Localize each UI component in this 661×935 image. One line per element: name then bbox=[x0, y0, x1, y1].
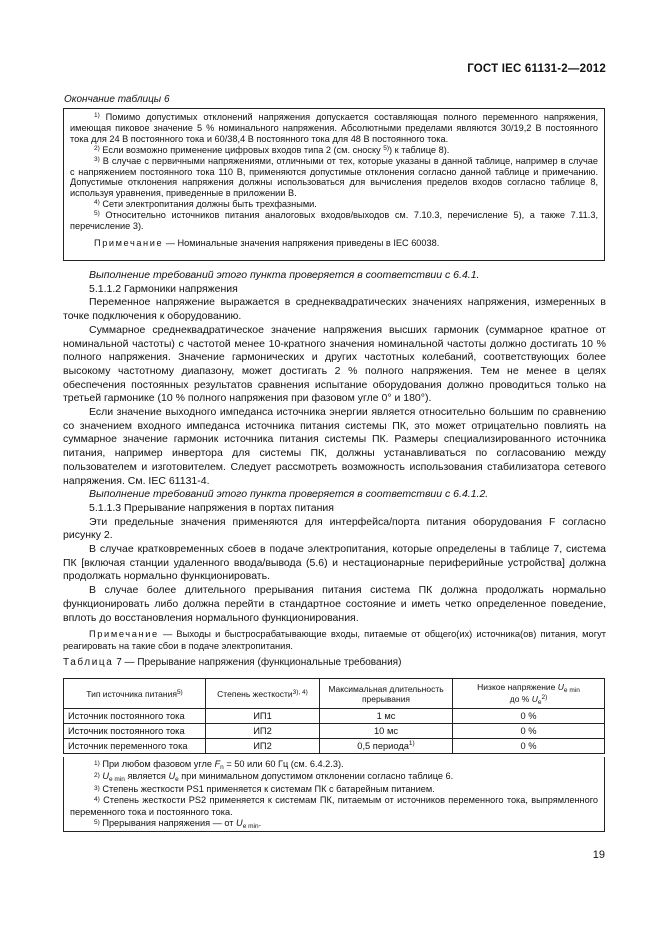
paragraph: В случае кратковременных сбоев в подаче электропитания, которые определены в таблице 7, система ПК [включая станции удаленного ввода/вывода (5.6) и нестационарные периферийные устройства] должна продолжать нормально функционировать. bbox=[63, 543, 606, 583]
table-row: Источник переменного тока ИП2 0,5 периода$^{1)}$ 0 % bbox=[64, 739, 605, 754]
footnote-1: $^{1)}$ Помимо допустимых отклонений напряжения допускается составляющая полного переменного напряжения, имеющая пиковое значение 5 % номинального напряжения. Абсолютными пределами являются 30/19,2 В постоянного тока для 24 В постоянного тока и 60/38,4 В постоянного тока для 48 В постоянного тока. bbox=[70, 112, 598, 144]
footnote-3: $^{3)}$ Степень жесткости PS1 применяется к системам ПК с батарейным питанием. bbox=[94, 783, 435, 794]
table7-footnotes bbox=[63, 757, 605, 832]
table6-note: Примечание — Номинальные значения напряжения приведены в IEC 60038. bbox=[94, 237, 440, 248]
footnote-3: $^{3)}$ В случае с первичными напряжениями, отличными от тех, которые указаны в данной таблице, например в случае с напряжением постоянного тока 110 В, применяются допустимые отклонения согласно данной таблице и примечанию. Допустимые отклонения напряжения должны использоваться для вычисления пределов входов согласно таблице 8, используя уравнения, приведенные в приложении В. bbox=[70, 155, 599, 199]
footnote-2: $^{2)}$ Если возможно применение цифровых входов типа 2 (см. сноску $^{5)}$) к таблице 8). bbox=[94, 144, 450, 155]
paragraph: Эти предельные значения применяются для интерфейса/порта питания оборудования F согласно рисунку 2. bbox=[63, 515, 606, 542]
verification-paragraph-2: Выполнение требований этого пункта проверяется в соответствии с 6.4.1.2. bbox=[89, 488, 489, 501]
main-text bbox=[63, 269, 606, 652]
document-header: ГОСТ IEC 61131-2—2012 bbox=[467, 63, 606, 75]
table-row: Источник постоянного тока ИП1 1 мс 0 % bbox=[64, 709, 605, 724]
section-heading-5-1-1-2: 5.1.1.2 Гармоники напряжения bbox=[89, 282, 238, 295]
table-row: Источник постоянного тока ИП2 10 мс 0 % bbox=[64, 724, 605, 739]
paragraph: Суммарное среднеквадратическое значение напряжения высших гармоник (суммарное кратное от номинальной частоты) с частотой менее 10-кратного значения номинальной частоты должно достигать 10 % полного напряжения. Значение гармонических и других частотных колебаний, соответствующих более высокому частотному диапазону, может достигать 2 % полного напряжения. Тем не менее в целях обеспечения постоянных результатов сравнения испытание оборудования должно проводиться только на третьей гармонике (10 % полного напряжения при фазовом угле 0° и 180°). bbox=[63, 323, 606, 405]
verification-paragraph-1: Выполнение требований этого пункта проверяется в соответствии с 6.4.1. bbox=[89, 269, 480, 281]
table6-footnotes bbox=[63, 108, 605, 261]
col-header-severity: Степень жесткости$^{3), 4)}$ bbox=[206, 679, 320, 709]
paragraph: Если значение выходного импеданса источника энергии является относительно большим по сравнению со значением входного импеданса источника питания системы ПК, это может отрицательно повлиять на суммарное значение гармоник источника питания системы ПК. Размеры специализированного источника питания, например инвертора для системы ПК, должны устанавливаться по согласованию между пользователем и изготовителем. Следует рассмотреть возможность использования стабилизатора сетевого напряжения. См. IEC 61131-4. bbox=[63, 406, 606, 487]
col-header-duration: Максимальная длительность прерывания bbox=[320, 679, 453, 709]
paragraph: В случае более длительного прерывания питания система ПК должна продолжать нормально функционировать либо должна перейти в стандартное состояние и иметь четко определенное поведение, вплоть до восстановления нормального функционирования. bbox=[63, 584, 606, 624]
footnote-4: $^{4)}$ Сети электропитания должны быть трехфазными. bbox=[94, 199, 317, 210]
col-header-type: Тип источника питания$^{5)}$ bbox=[64, 679, 206, 709]
table7 bbox=[63, 678, 605, 754]
footnote-5: $^{5)}$ Относительно источников питания аналоговых входов/выходов см. 7.10.3, перечисление 5), а также 7.11.3, перечисление 3). bbox=[70, 210, 599, 232]
table-header-row bbox=[64, 679, 605, 709]
footnote-2: $^{2)}$ $U_{e min}$ является $U_e$ при минимальном допустимом отклонении согласно таблице 6. bbox=[94, 771, 454, 784]
table-continuation-label: Окончание таблицы 6 bbox=[64, 94, 170, 105]
footnote-4: $^{4)}$ Степень жесткости PS2 применяется к системам ПК, питаемым от источников переменного тока, выпрямленного переменного тока и постоянного тока. bbox=[70, 795, 598, 817]
col-header-low-voltage: Низкое напряжение $U_{e min}$ до % $U_e^{2)}$ bbox=[453, 679, 605, 709]
body-note: Примечание — Выходы и быстросрабатывающие входы, питаемые от общего(их) источника(ов) питания, могут реагировать на такие сбои в подаче электропитания. bbox=[63, 629, 606, 651]
footnote-5: $^{5)}$ Прерывания напряжения — от $U_{e min}$. bbox=[94, 818, 262, 831]
page-number: 19 bbox=[592, 849, 605, 861]
paragraph: Переменное напряжение выражается в среднеквадратических значениях напряжения, измеренных в точке подключения к оборудованию. bbox=[63, 296, 606, 323]
section-heading-5-1-1-3: 5.1.1.3 Прерывание напряжения в портах питания bbox=[89, 501, 334, 514]
table7-caption: Таблица 7 — Прерывание напряжения (функциональные требования) bbox=[63, 657, 402, 668]
footnote-1: $^{1)}$ При любом фазовом угле $F_n = 50$ или 60 Гц (см. 6.4.2.3). bbox=[94, 759, 344, 771]
